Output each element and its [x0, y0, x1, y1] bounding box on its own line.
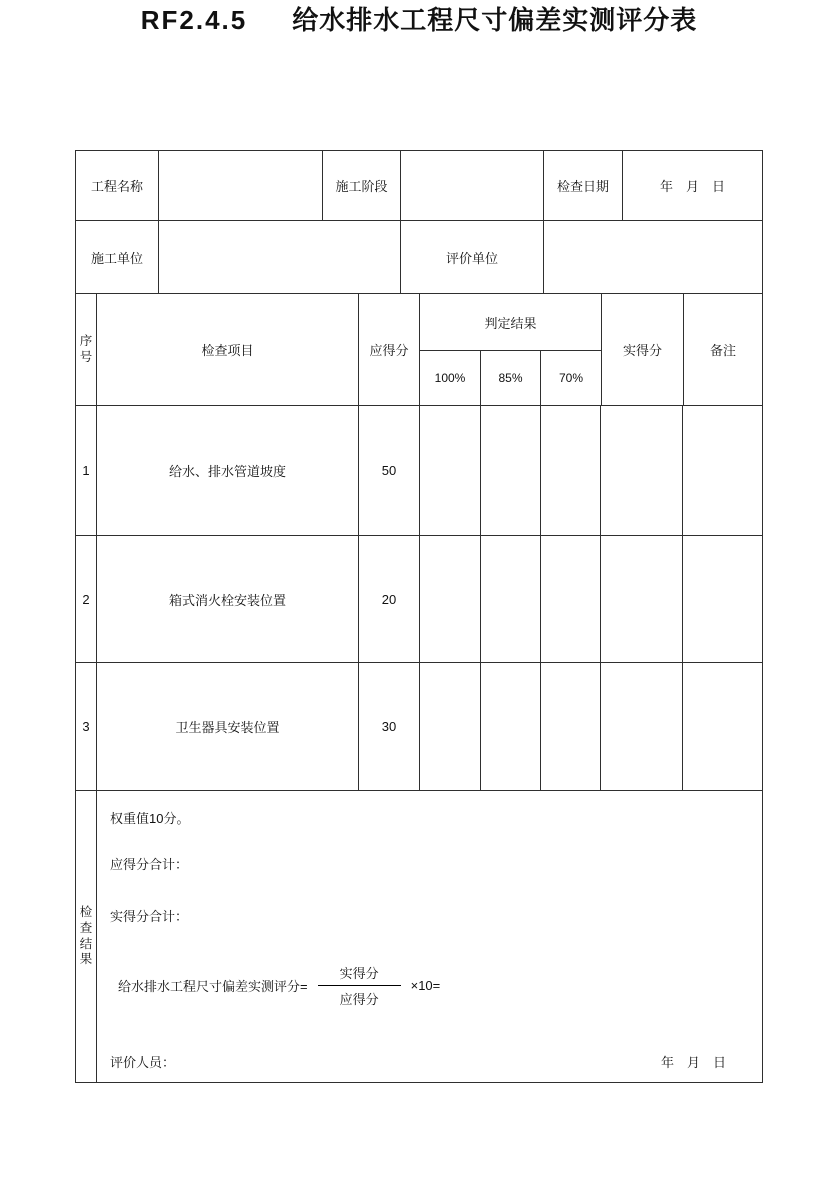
construction-stage-label: 施工阶段	[323, 151, 401, 221]
evaluation-unit-label: 评价单位	[401, 221, 544, 294]
row-judgement-70-cell[interactable]	[541, 663, 601, 791]
row-item: 卫生器具安装位置	[97, 663, 359, 791]
result-content	[97, 791, 762, 1082]
row-due-score: 50	[359, 406, 420, 536]
info-row-1	[76, 151, 762, 221]
header-judgement-percents	[420, 351, 601, 405]
check-date-value[interactable]: 年 月 日	[623, 151, 762, 221]
actual-total-label[interactable]: 实得分合计：	[110, 909, 189, 924]
construction-stage-value[interactable]	[401, 151, 544, 221]
header-actual-score: 实得分	[602, 294, 684, 406]
header-pct-85: 85%	[481, 351, 541, 405]
evaluator-row	[110, 1052, 762, 1071]
header-judgement-group	[420, 294, 602, 406]
row-seq: 3	[76, 663, 97, 791]
row-actual-score-cell[interactable]	[601, 406, 683, 536]
info-row-2	[76, 221, 762, 294]
row-remark-cell[interactable]	[683, 663, 762, 791]
header-due-score: 应得分	[359, 294, 420, 406]
row-due-score: 30	[359, 663, 420, 791]
table-header-row	[76, 294, 762, 406]
weight-note: 权重值10分。	[110, 811, 190, 826]
due-total-label[interactable]: 应得分合计：	[110, 857, 189, 872]
table-row	[76, 536, 762, 663]
row-judgement-100-cell[interactable]	[420, 663, 481, 791]
row-seq: 2	[76, 536, 97, 663]
evaluator-label[interactable]: 评价人员：	[110, 1055, 176, 1070]
header-judgement: 判定结果	[420, 294, 601, 351]
row-judgement-85-cell[interactable]	[481, 663, 541, 791]
project-name-value[interactable]	[159, 151, 323, 221]
evaluation-unit-value[interactable]	[544, 221, 762, 294]
row-seq: 1	[76, 406, 97, 536]
evaluator-date[interactable]: 年 月 日	[660, 1055, 726, 1070]
result-section	[76, 791, 762, 1082]
row-remark-cell[interactable]	[683, 536, 762, 663]
row-item: 给水、排水管道坡度	[97, 406, 359, 536]
formula-suffix: ×10=	[410, 978, 441, 993]
header-seq	[76, 294, 97, 406]
header-pct-100: 100%	[420, 351, 481, 405]
header-item: 检查项目	[97, 294, 359, 406]
table-row	[76, 663, 762, 791]
construction-unit-value[interactable]	[159, 221, 401, 294]
score-formula	[118, 963, 440, 1008]
result-section-label-cell	[76, 791, 97, 1082]
project-name-label: 工程名称	[76, 151, 159, 221]
check-date-label: 检查日期	[544, 151, 623, 221]
header-seq-label: 序号	[79, 333, 93, 364]
formula-numerator: 实得分	[318, 963, 401, 986]
formula-denominator: 应得分	[339, 992, 379, 1007]
row-item: 箱式消火栓安装位置	[97, 536, 359, 663]
row-actual-score-cell[interactable]	[601, 663, 683, 791]
formula-fraction	[318, 963, 401, 1008]
page-title	[0, 0, 838, 37]
header-pct-70: 70%	[558, 371, 584, 385]
row-judgement-100-cell[interactable]	[420, 536, 481, 663]
row-due-score: 20	[359, 536, 420, 663]
construction-unit-label: 施工单位	[76, 221, 159, 294]
score-form-table	[75, 150, 763, 1083]
table-row	[76, 406, 762, 536]
row-actual-score-cell[interactable]	[601, 536, 683, 663]
header-remark: 备注	[684, 294, 762, 406]
row-judgement-85-cell[interactable]	[481, 406, 541, 536]
formula-prefix: 给水排水工程尺寸偏差实测评分=	[118, 979, 308, 994]
form-code: RF2.4.5	[140, 5, 248, 35]
row-judgement-100-cell[interactable]	[420, 406, 481, 536]
row-judgement-85-cell[interactable]	[481, 536, 541, 663]
form-title-text: 给水排水工程尺寸偏差实测评分表	[292, 5, 698, 35]
row-judgement-70-cell[interactable]	[541, 536, 601, 663]
result-section-label: 检查结果	[79, 905, 93, 967]
row-remark-cell[interactable]	[683, 406, 762, 536]
row-judgement-70-cell[interactable]	[541, 406, 601, 536]
